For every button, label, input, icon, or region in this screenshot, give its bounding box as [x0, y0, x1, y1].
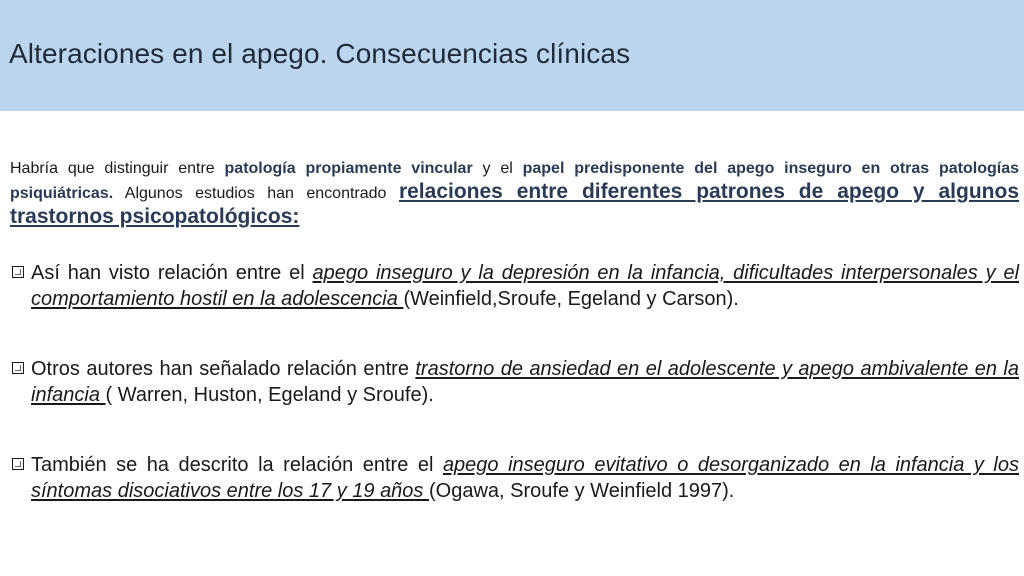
bullet-lead: Así han visto relación entre el — [31, 262, 313, 284]
intro-text-2: y el — [472, 160, 523, 177]
bullet-lead: También se ha descrito la relación entre el — [31, 454, 443, 476]
intro-bold-1: patología propiamente vincular — [224, 160, 473, 177]
bullet-underlined: apego inseguro y la depresión en la infancia, dificultades interpersonales y el comportamiento hostil en la adolescencia — [31, 262, 1020, 310]
intro-text-1: Habría que distinguir entre — [10, 160, 225, 177]
bullet-underlined: apego inseguro evitativo o desorganizado en la infancia y los síntomas disociativos entre los 17 y 19 años — [31, 454, 1019, 502]
checkbox-bullet-icon — [12, 362, 24, 374]
intro-emphasis: relaciones entre diferentes patrones de apego y algunos trastornos psicopatológicos: — [10, 180, 1020, 228]
bullet-citation: ( Warren, Huston, Egeland y Sroufe). — [105, 384, 434, 406]
bullet-citation: (Ogawa, Sroufe y Weinfield 1997). — [429, 480, 735, 502]
slide-header — [0, 0, 1024, 111]
checkbox-bullet-icon — [12, 266, 24, 278]
slide-body — [10, 157, 1019, 504]
slide-title: Alteraciones en el apego. Consecuencias clínicas — [9, 38, 631, 69]
intro-bold-2: papel predisponente del apego inseguro en otras patologías psiquiátricas. — [10, 160, 1020, 202]
bullet-underlined: trastorno de ansiedad en el adolescente y apego ambivalente en la infancia — [31, 358, 1019, 406]
bullet-item — [10, 260, 1019, 312]
bullet-citation: (Weinfield,Sroufe, Egeland y Carson). — [403, 288, 739, 310]
intro-text-3: Algunos estudios han encontrado — [113, 185, 399, 202]
intro-paragraph — [10, 157, 1019, 230]
bullet-lead: Otros autores han señalado relación entre — [31, 358, 416, 380]
checkbox-bullet-icon — [12, 458, 24, 470]
bullet-item — [10, 452, 1019, 504]
bullet-item — [10, 356, 1019, 408]
